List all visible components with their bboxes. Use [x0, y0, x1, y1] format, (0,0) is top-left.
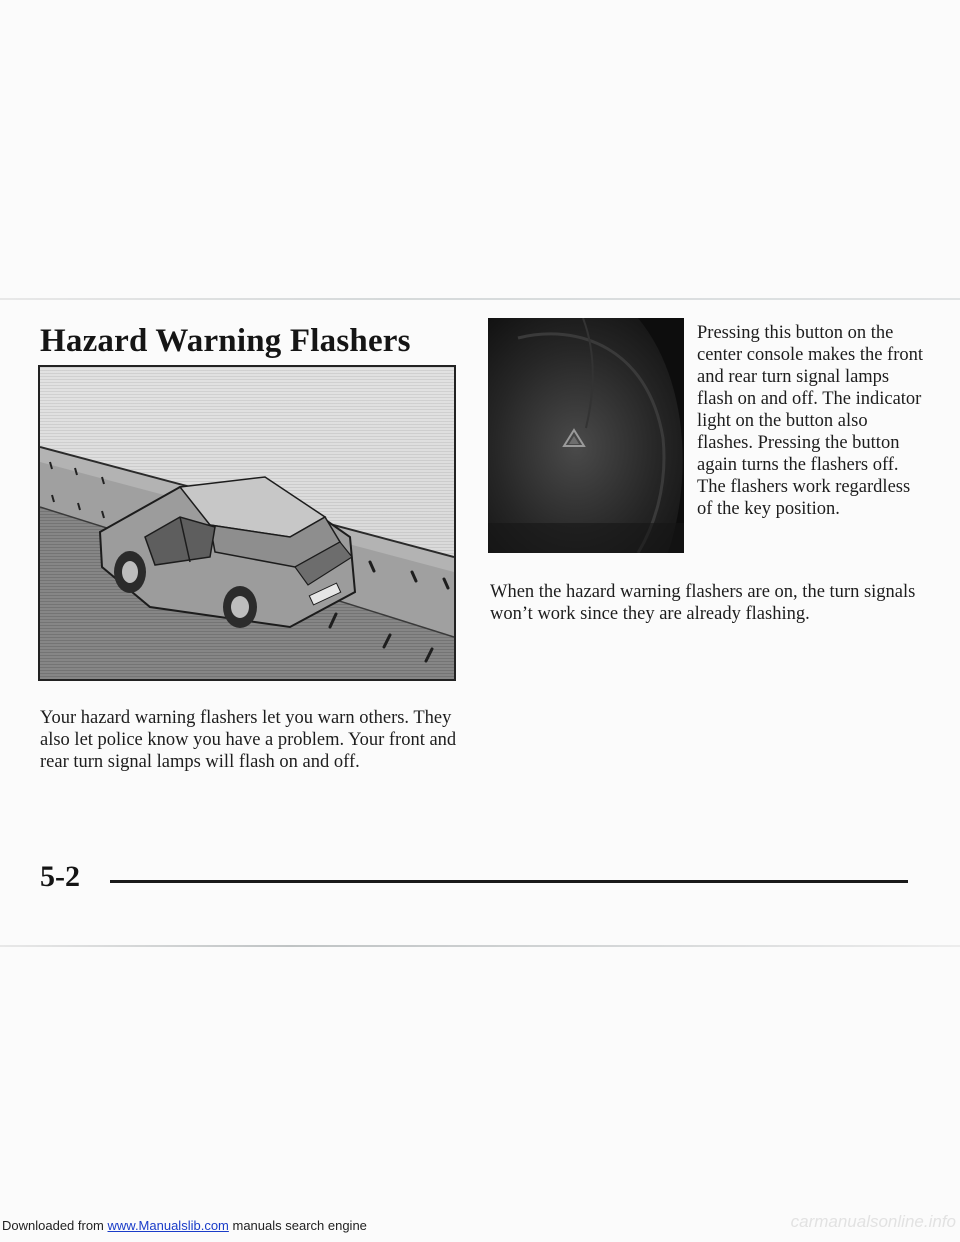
banner-suffix: manuals search engine: [228, 1218, 367, 1233]
banner-prefix: Downloaded from: [2, 1218, 108, 1233]
bottom-scan-line: [0, 945, 960, 947]
hazard-triangle-button-icon: [488, 318, 684, 553]
footer-rule: [110, 880, 908, 883]
manualslib-link[interactable]: www.Manualslib.com: [107, 1218, 229, 1233]
watermark: carmanualsonline.info: [790, 1212, 956, 1231]
paragraph-pressing-button: Pressing this button on the center console makes the front and rear turn signal lamps flash on and off. The indicator light on the button also flashes. Pressing the button again turns the flashers off. The flashers work regardless of the key position.: [697, 323, 924, 519]
paragraph-intro: Your hazard warning flashers let you warn others. They also let police know you have a problem. Your front and rear turn signal lamps will flash on and off.: [40, 708, 457, 772]
paragraph-turn-signals: When the hazard warning flashers are on, the turn signals won’t work since they are already flashing.: [490, 582, 916, 624]
console-photo: [488, 318, 684, 553]
top-rule: [0, 298, 960, 300]
download-banner: [2, 1218, 367, 1233]
car-illustration-figure: [38, 365, 456, 681]
page-number: 5-2: [40, 860, 80, 893]
page-title: Hazard Warning Flashers: [40, 323, 411, 359]
car-on-road-shoulder-illustration: [40, 367, 454, 679]
